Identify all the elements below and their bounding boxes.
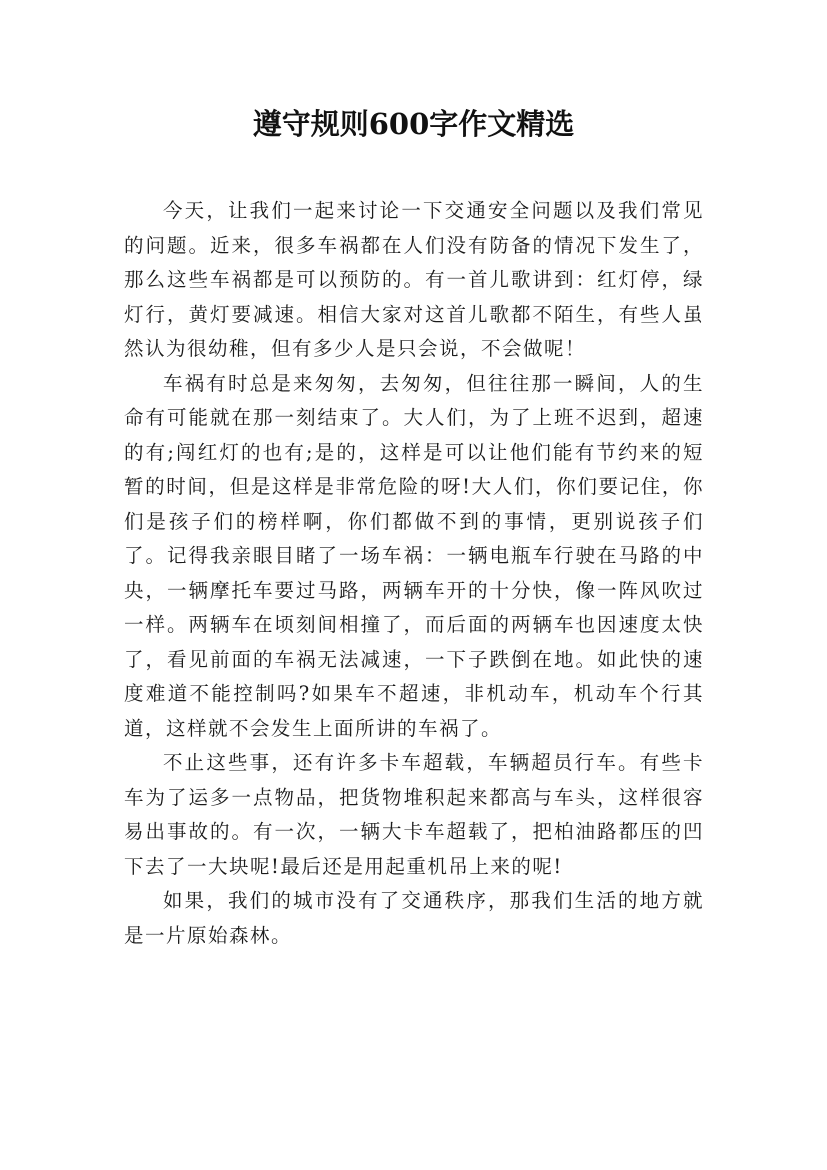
paragraph-3: 不止这些事，还有许多卡车超载，车辆超员行车。有些卡车为了运多一点物品，把货物堆积起来都高与车头，这样很容易出事故的。有一次，一辆大卡车超载了，把柏油路都压的凹下去了一大块呢!最后还是用起重机吊上来的呢! xyxy=(124,751,704,878)
paragraph-1: 今天，让我们一起来讨论一下交通安全问题以及我们常见的问题。近来，很多车祸都在人们没有防备的情况下发生了，那么这些车祸都是可以预防的。有一首儿歌讲到：红灯停，绿灯行，黄灯要减速。相信大家对这首儿歌都不陌生，有些人虽然认为很幼稚，但有多少人是只会说，不会做呢！ xyxy=(124,199,704,360)
paragraph-4: 如果，我们的城市没有了交通秩序，那我们生活的地方就是一片原始森林。 xyxy=(124,889,704,947)
document-title: 遵守规则600字作文精选 xyxy=(252,107,575,141)
paragraph-2: 车祸有时总是来匆匆，去匆匆，但往往那一瞬间，人的生命有可能就在那一刻结束了。大人们，为了上班不迟到，超速的有;闯红灯的也有;是的，这样是可以让他们能有节约来的短暂的时间，但是这样是非常危险的呀!大人们，你们要记住，你们是孩子们的榜样啊，你们都做不到的事情，更别说孩子们了。记得我亲眼目睹了一场车祸：一辆电瓶车行驶在马路的中央，一辆摩托车要过马路，两辆车开的十分快，像一阵风吹过一样。两辆车在顷刻间相撞了，而后面的两辆车也因速度太快了，看见前面的车祸无法减速，一下子跌倒在地。如此快的速度难道不能控制吗?如果车不超速，非机动车，机动车个行其道，这样就不会发生上面所讲的车祸了。 xyxy=(124,371,704,740)
document-body xyxy=(124,194,704,953)
